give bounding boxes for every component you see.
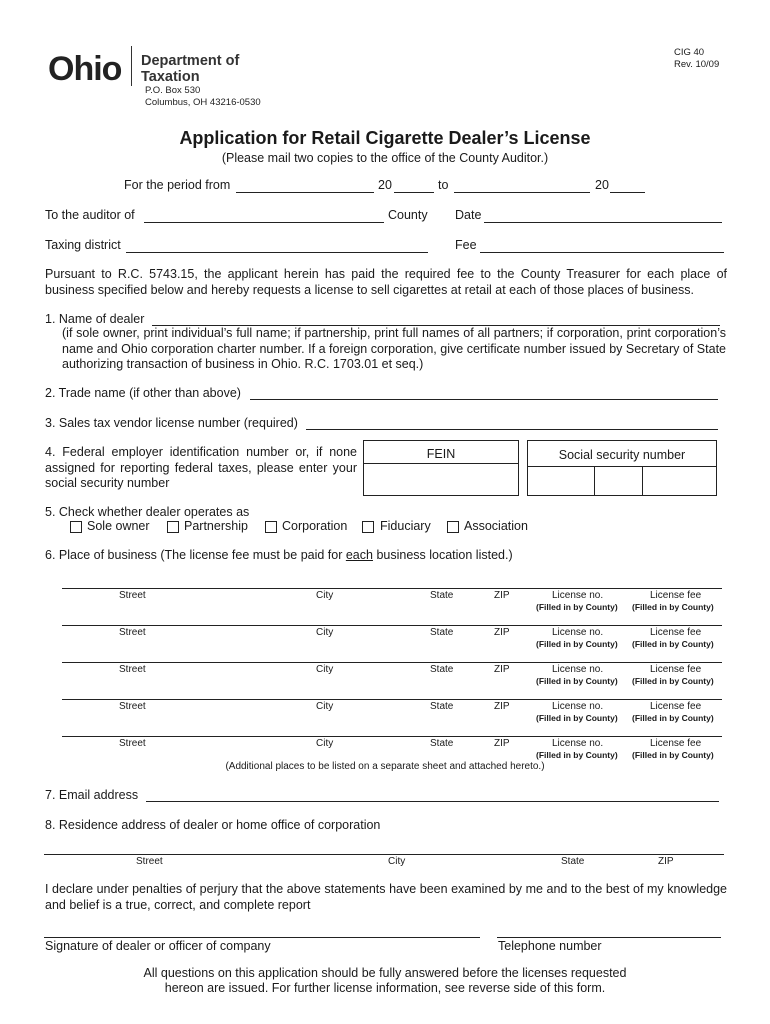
auditor-county-field[interactable] bbox=[144, 222, 384, 223]
business-street-label: Street bbox=[119, 664, 146, 675]
additional-places-note: (Additional places to be listed on a separate sheet and attached hereto.) bbox=[225, 761, 545, 772]
residence-state-label: State bbox=[561, 856, 585, 867]
q5-label: 5. Check whether dealer operates as bbox=[45, 505, 250, 519]
business-state-label: State bbox=[430, 627, 454, 638]
partnership-checkbox[interactable] bbox=[167, 521, 179, 533]
period-from-field[interactable] bbox=[236, 192, 374, 193]
auditor-label: To the auditor of bbox=[45, 208, 135, 222]
business-license-fee-label: License fee bbox=[650, 738, 702, 749]
business-street-label: Street bbox=[119, 738, 146, 749]
business-license-no-label: License no. bbox=[552, 701, 604, 712]
business-city-label: City bbox=[316, 627, 334, 638]
residence-street-label: Street bbox=[136, 856, 163, 867]
business-zip-label: ZIP bbox=[494, 627, 510, 638]
license-no-filled-note: (Filled in by County) bbox=[536, 639, 618, 649]
q4-text bbox=[45, 445, 357, 492]
form-identifier bbox=[674, 47, 719, 70]
business-state-label: State bbox=[430, 664, 454, 675]
license-fee-filled-note: (Filled in by County) bbox=[632, 713, 714, 723]
taxing-district-label: Taxing district bbox=[45, 238, 121, 252]
association-label: Association bbox=[464, 519, 528, 533]
mailing-address bbox=[145, 85, 261, 108]
license-no-filled-note: (Filled in by County) bbox=[536, 676, 618, 686]
period-year-1-field[interactable] bbox=[394, 192, 434, 193]
period-to-label: to bbox=[438, 178, 449, 192]
fiduciary-checkbox[interactable] bbox=[362, 521, 374, 533]
business-city-label: City bbox=[316, 701, 334, 712]
business-zip-label: ZIP bbox=[494, 701, 510, 712]
logo-divider bbox=[131, 46, 132, 86]
county-label: County bbox=[388, 208, 428, 222]
sole-owner-label: Sole owner bbox=[87, 519, 150, 533]
business-license-fee-label: License fee bbox=[650, 627, 702, 638]
q1-note: (if sole owner, print individual’s full name; if partnership, print full names of all partners; if corporation, print corporation’s name and Ohio corporation charter number. If a foreign corporation, give certificate number issued by Secretary of State authorizing transaction of business in Ohio. R.C. 1703.01 et seq.) bbox=[62, 326, 726, 371]
business-license-no-label: License no. bbox=[552, 664, 604, 675]
business-zip-label: ZIP bbox=[494, 590, 510, 601]
department-line-1: Department of bbox=[141, 53, 240, 69]
footer-line-2: hereon are issued. For further license information, see reverse side of this form. bbox=[164, 981, 606, 995]
q6-label-pre: 6. Place of business (The license fee must be paid for bbox=[45, 548, 346, 562]
business-license-no-label: License no. bbox=[552, 590, 604, 601]
business-license-no-label: License no. bbox=[552, 738, 604, 749]
license-fee-filled-note: (Filled in by County) bbox=[632, 676, 714, 686]
fein-divider bbox=[364, 463, 518, 464]
date-label: Date bbox=[455, 208, 482, 222]
business-zip-label: ZIP bbox=[494, 738, 510, 749]
page-subtitle: (Please mail two copies to the office of the County Auditor.) bbox=[221, 151, 549, 165]
pursuant-paragraph: Pursuant to R.C. 5743.15, the applicant herein has paid the required fee to the County Treasurer for each place of business specified below and hereby requests a license to sell cigarettes at retail at each of those places of business. bbox=[45, 267, 727, 297]
association-checkbox[interactable] bbox=[447, 521, 459, 533]
license-no-filled-note: (Filled in by County) bbox=[536, 750, 618, 760]
ssn-divider bbox=[528, 466, 716, 467]
business-state-label: State bbox=[430, 590, 454, 601]
residence-zip-label: ZIP bbox=[658, 856, 674, 867]
fee-label: Fee bbox=[455, 238, 477, 252]
business-state-label: State bbox=[430, 738, 454, 749]
business-row-line[interactable] bbox=[62, 662, 722, 663]
telephone-label: Telephone number bbox=[498, 939, 602, 953]
business-zip-label: ZIP bbox=[494, 664, 510, 675]
period-to-field[interactable] bbox=[454, 192, 590, 193]
department-name bbox=[141, 53, 239, 85]
ssn-box[interactable] bbox=[527, 440, 717, 496]
period-year-2: 20 bbox=[595, 178, 609, 192]
business-row-line[interactable] bbox=[62, 699, 722, 700]
business-row-line[interactable] bbox=[62, 588, 722, 589]
vendor-license-field[interactable] bbox=[306, 429, 718, 430]
q2-label: 2. Trade name (if other than above) bbox=[45, 386, 241, 400]
q8-label: 8. Residence address of dealer or home office of corporation bbox=[45, 818, 381, 832]
corporation-checkbox[interactable] bbox=[265, 521, 277, 533]
business-license-fee-label: License fee bbox=[650, 590, 702, 601]
corporation-label: Corporation bbox=[282, 519, 348, 533]
business-row-line[interactable] bbox=[62, 736, 722, 737]
partnership-label: Partnership bbox=[184, 519, 248, 533]
q6-label-post: business location listed.) bbox=[372, 548, 513, 562]
address-line-1: P.O. Box 530 bbox=[145, 85, 201, 96]
residence-address-line[interactable] bbox=[44, 854, 724, 855]
period-year-1: 20 bbox=[378, 178, 392, 192]
date-field[interactable] bbox=[484, 222, 722, 223]
signature-label: Signature of dealer or officer of company bbox=[45, 939, 271, 953]
business-license-fee-label: License fee bbox=[650, 701, 702, 712]
fee-field[interactable] bbox=[480, 252, 724, 253]
business-state-label: State bbox=[430, 701, 454, 712]
form-code: CIG 40 bbox=[674, 47, 705, 58]
license-fee-filled-note: (Filled in by County) bbox=[632, 750, 714, 760]
residence-city-label: City bbox=[388, 856, 406, 867]
period-label: For the period from bbox=[124, 178, 231, 192]
footer-line-1: All questions on this application should be fully answered before the licenses requested bbox=[143, 966, 627, 980]
license-fee-filled-note: (Filled in by County) bbox=[632, 639, 714, 649]
address-line-2: Columbus, OH 43216-0530 bbox=[145, 96, 261, 108]
q4-text-content: 4. Federal employer identification number or, if none assigned for reporting federal taxes, please enter your social security number bbox=[45, 445, 357, 490]
license-no-filled-note: (Filled in by County) bbox=[536, 602, 618, 612]
license-fee-filled-note: (Filled in by County) bbox=[632, 602, 714, 612]
sole-owner-checkbox[interactable] bbox=[70, 521, 82, 533]
business-city-label: City bbox=[316, 738, 334, 749]
period-year-2-field[interactable] bbox=[610, 192, 645, 193]
business-city-label: City bbox=[316, 664, 334, 675]
fiduciary-label: Fiduciary bbox=[380, 519, 431, 533]
business-city-label: City bbox=[316, 590, 334, 601]
fein-box[interactable] bbox=[363, 440, 519, 496]
ssn-label: Social security number bbox=[558, 448, 686, 462]
signature-line[interactable] bbox=[44, 937, 480, 938]
q6-label bbox=[45, 548, 513, 562]
ohio-logo: Ohio bbox=[48, 50, 122, 88]
business-street-label: Street bbox=[119, 627, 146, 638]
business-street-label: Street bbox=[119, 590, 146, 601]
fein-label: FEIN bbox=[426, 447, 456, 461]
trade-name-field[interactable] bbox=[250, 399, 718, 400]
declaration-paragraph: I declare under penalties of perjury that the above statements have been examined by me and to the best of my knowledge and belief is a true, correct, and complete report bbox=[45, 882, 727, 912]
q7-label: 7. Email address bbox=[45, 788, 139, 802]
business-license-no-label: License no. bbox=[552, 627, 604, 638]
ssn-divider-2 bbox=[642, 466, 643, 496]
license-no-filled-note: (Filled in by County) bbox=[536, 713, 618, 723]
business-street-label: Street bbox=[119, 701, 146, 712]
business-row-line[interactable] bbox=[62, 625, 722, 626]
department-line-2: Taxation bbox=[141, 69, 200, 85]
taxing-district-field[interactable] bbox=[126, 252, 428, 253]
page-title: Application for Retail Cigarette Dealer’s License bbox=[179, 128, 591, 148]
ssn-divider-1 bbox=[594, 466, 595, 496]
business-license-fee-label: License fee bbox=[650, 664, 702, 675]
telephone-line[interactable] bbox=[497, 937, 721, 938]
q1-label: 1. Name of dealer bbox=[45, 312, 145, 326]
form-revision: Rev. 10/09 bbox=[674, 58, 720, 70]
q6-label-each: each bbox=[345, 548, 373, 562]
email-field[interactable] bbox=[146, 801, 719, 802]
q3-label: 3. Sales tax vendor license number (required) bbox=[45, 416, 298, 430]
